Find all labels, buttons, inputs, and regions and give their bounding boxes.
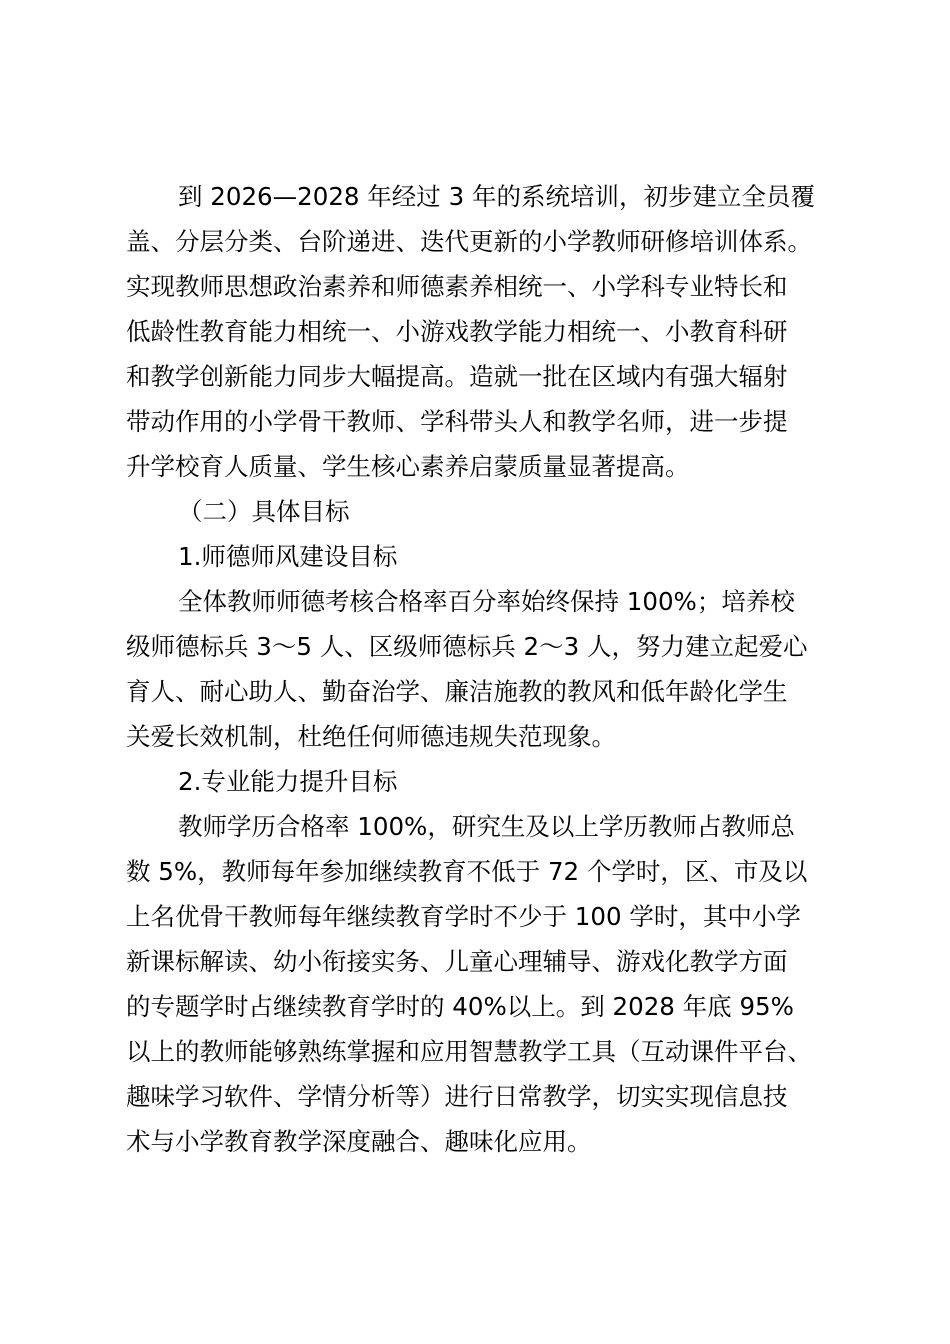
- paragraph-ethics-line-4: 关爱长效机制，杜绝任何师德违规失范现象。: [126, 722, 616, 751]
- subheading-ethics-goal: 1.师德师风建设目标: [178, 542, 398, 571]
- paragraph-professional-line-4: 新课标解读、幼小衔接实务、儿童心理辅导、游戏化教学方面: [126, 947, 788, 976]
- paragraph-overall-goal-line-7: 升学校育人质量、学生核心素养启蒙质量显著提高。: [126, 452, 690, 481]
- document-body: [126, 174, 836, 1164]
- paragraph-professional-line-5: 的专题学时占继续教育学时的 40%以上。到 2028 年底 95%: [126, 992, 794, 1021]
- paragraph-overall-goal-line-5: 和教学创新能力同步大幅提高。造就一批在区域内有强大辐射: [126, 362, 788, 391]
- section-heading-specific-goals: （二）具体目标: [178, 497, 350, 526]
- paragraph-overall-goal-line-6: 带动作用的小学骨干教师、学科带头人和教学名师，进一步提: [126, 407, 788, 436]
- paragraph-professional-line-1: 教师学历合格率 100%，研究生及以上学历教师占教师总: [178, 812, 795, 841]
- paragraph-overall-goal-line-4: 低龄性教育能力相统一、小游戏教学能力相统一、小教育科研: [126, 317, 788, 346]
- paragraph-overall-goal-line-1: 到 2026—2028 年经过 3 年的系统培训，初步建立全员覆: [178, 182, 815, 211]
- paragraph-overall-goal-line-3: 实现教师思想政治素养和师德素养相统一、小学科专业特长和: [126, 272, 788, 301]
- paragraph-professional-line-8: 术与小学教育教学深度融合、趣味化应用。: [126, 1127, 592, 1156]
- paragraph-professional-line-2: 数 5%，教师每年参加继续教育不低于 72 个学时，区、市及以: [126, 857, 808, 886]
- subheading-professional-goal: 2.专业能力提升目标: [178, 767, 398, 796]
- paragraph-ethics-line-2: 级师德标兵 3～5 人、区级师德标兵 2～3 人，努力建立起爱心: [126, 632, 808, 661]
- paragraph-overall-goal-line-2: 盖、分层分类、台阶递进、迭代更新的小学教师研修培训体系。: [126, 227, 812, 256]
- paragraph-professional-line-3: 上名优骨干教师每年继续教育学时不少于 100 学时，其中小学: [126, 902, 801, 931]
- paragraph-ethics-line-3: 育人、耐心助人、勤奋治学、廉洁施教的教风和低年龄化学生: [126, 677, 788, 706]
- paragraph-ethics-line-1: 全体教师师德考核合格率百分率始终保持 100%；培养校: [178, 587, 795, 616]
- paragraph-professional-line-6: 以上的教师能够熟练掌握和应用智慧教学工具（互动课件平台、: [126, 1037, 812, 1066]
- paragraph-professional-line-7: 趣味学习软件、学情分析等）进行日常教学，切实实现信息技: [126, 1082, 788, 1111]
